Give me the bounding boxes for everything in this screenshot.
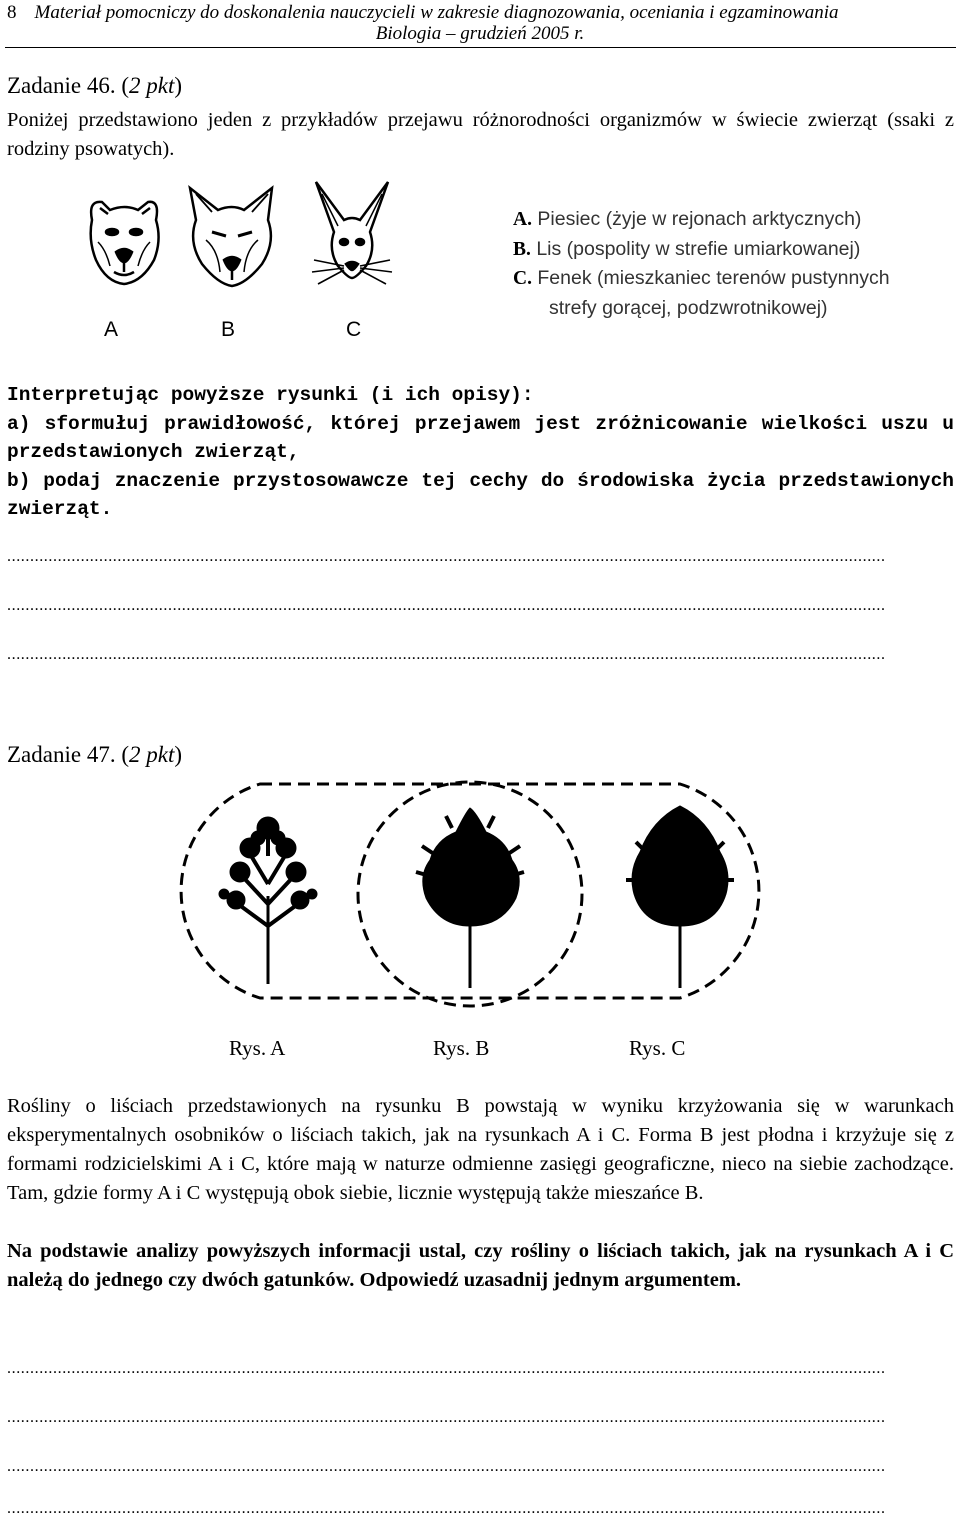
answer-line[interactable]: ............................................................................................................................................................................................... bbox=[7, 548, 886, 565]
leaf-a-drawing bbox=[219, 817, 317, 984]
header-title: Materiał pomocniczy do doskonalenia nauczycieli w zakresie diagnozowania, oceniania i egzaminowania bbox=[34, 2, 839, 23]
animal-label-c: C bbox=[346, 318, 362, 341]
animal-label-b: B bbox=[221, 318, 236, 341]
instruction-b: b) podaj znaczenie przystosowawcze tej cechy do środowiska życia przedstawionych zwierząt. bbox=[7, 469, 954, 520]
canid-heads-figure bbox=[80, 180, 410, 310]
task47-text: Rośliny o liściach przedstawionych na rysunku B powstają w wyniku krzyżowania się w warunkach eksperymentalnych osobników o liściach takich, jak na rysunkach A i C. Forma B jest płodna i krzyżuje się z formami rodzicielskimi A i C, które mają w naturze odmienne zasięgi geograficzne, nieco na siebie zachodzące. Tam, gdzie formy A i C występują obok siebie, licznie występują także mieszańce B. bbox=[7, 1095, 954, 1204]
instruction-intro: Interpretując powyższe rysunki (i ich opisy): bbox=[7, 384, 534, 406]
page-number: 8 bbox=[7, 2, 17, 23]
instruction-a: a) sformułuj prawidłowość, której przejawem jest zróżnicowanie wielkości uszu u przedstawionych zwierząt, bbox=[7, 412, 954, 463]
task46-title: Zadanie 46. (2 pkt) bbox=[7, 73, 183, 98]
leaf-b-drawing bbox=[416, 808, 524, 988]
leaf-label-a: Rys. A bbox=[229, 1036, 286, 1060]
leaves-figure bbox=[140, 776, 820, 1008]
legend-item-c-cont: strefy gorącej, podzwrotnikowej) bbox=[549, 296, 828, 319]
legend-item-b: B. Lis (pospolity w strefie umiarkowanej) bbox=[513, 237, 861, 260]
task46-intro: Poniżej przedstawiono jeden z przykładów przejawu różnorodności organizmów w świecie zwierząt (ssaki z rodziny psowatych). bbox=[7, 109, 954, 160]
task47-title: Zadanie 47. (2 pkt) bbox=[7, 742, 183, 767]
header-subtitle: Biologia – grudzień 2005 r. bbox=[375, 23, 585, 44]
answer-line[interactable]: ............................................................................................................................................................................................... bbox=[7, 1360, 886, 1377]
task47-question: Na podstawie analizy powyższych informacji ustal, czy rośliny o liściach takich, jak na rysunkach A i C należą do jednego czy dwóch gatunków. Odpowiedź uzasadnij jednym argumentem. bbox=[7, 1240, 954, 1291]
red-fox-head-drawing bbox=[190, 188, 272, 286]
answer-line[interactable]: ............................................................................................................................................................................................... bbox=[7, 597, 886, 614]
leaf-label-b: Rys. B bbox=[433, 1036, 490, 1060]
legend-item-a: A. Piesiec (żyje w rejonach arktycznych) bbox=[513, 208, 862, 230]
animal-legend bbox=[513, 205, 958, 323]
answer-line[interactable]: ............................................................................................................................................................................................... bbox=[7, 1458, 886, 1475]
answer-line[interactable]: ............................................................................................................................................................................................... bbox=[7, 1500, 886, 1517]
task46-instructions bbox=[7, 381, 954, 524]
header-rule bbox=[5, 47, 956, 48]
arctic-fox-head-drawing bbox=[91, 202, 159, 284]
legend-item-c: C. Fenek (mieszkaniec terenów pustynnych bbox=[513, 267, 890, 289]
leaf-label-c: Rys. C bbox=[629, 1036, 686, 1060]
animal-label-a: A bbox=[104, 318, 119, 341]
answer-line[interactable]: ............................................................................................................................................................................................... bbox=[7, 1409, 886, 1426]
fennec-head-drawing bbox=[312, 182, 392, 284]
page-header bbox=[0, 2, 960, 24]
leaf-c-drawing bbox=[626, 806, 734, 988]
answer-line[interactable]: ............................................................................................................................................................................................... bbox=[7, 646, 886, 663]
